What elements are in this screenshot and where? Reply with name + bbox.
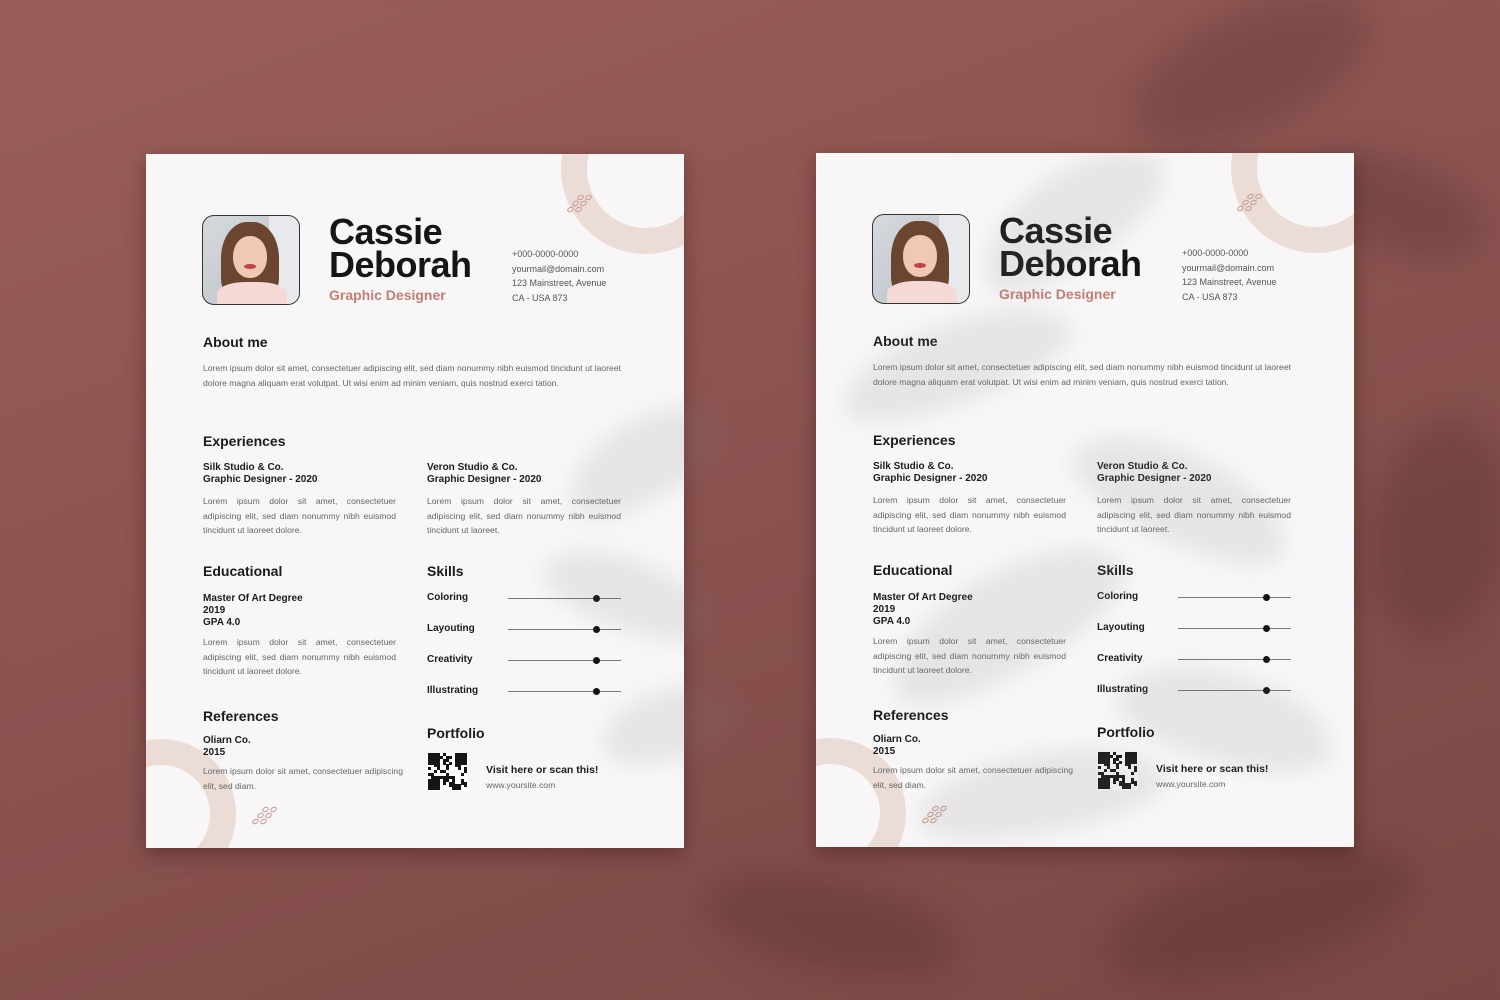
skill-track bbox=[508, 660, 621, 661]
profile-photo bbox=[202, 215, 300, 305]
education-heading: Educational bbox=[203, 563, 283, 579]
skill-track bbox=[1178, 628, 1291, 629]
portfolio-cta: Visit here or scan this! bbox=[486, 764, 599, 776]
experience-company: Veron Studio & Co. bbox=[1097, 461, 1188, 472]
skill-track bbox=[1178, 597, 1291, 598]
first-name: Cassie bbox=[999, 210, 1113, 251]
skill-knob bbox=[1263, 656, 1270, 663]
experiences-heading: Experiences bbox=[203, 433, 286, 449]
phone-text: +000-0000-0000 bbox=[512, 249, 579, 259]
qr-cell bbox=[458, 767, 461, 770]
qr-cell bbox=[443, 782, 446, 785]
about-text: Lorem ipsum dolor sit amet, consectetuer adipiscing elit, sed diam nonummy nibh euismod tincidunt ut laoreet dolore magna aliquam erat volutpat. Ut wisi enim ad minim veniam, quis nostrud exerci tation. bbox=[873, 362, 1291, 387]
about-heading: About me bbox=[203, 334, 268, 350]
skill-knob bbox=[593, 626, 600, 633]
qr-cell bbox=[437, 787, 440, 790]
leaf-shadow bbox=[1091, 820, 1429, 1000]
skills-heading: Skills bbox=[427, 563, 464, 579]
portfolio-heading: Portfolio bbox=[1097, 724, 1155, 740]
references-heading: References bbox=[203, 708, 279, 724]
experience-company: Veron Studio & Co. bbox=[427, 462, 518, 473]
qr-cell bbox=[464, 784, 467, 787]
skill-knob bbox=[1263, 625, 1270, 632]
skill-row bbox=[1097, 591, 1291, 605]
contact-block bbox=[1182, 246, 1276, 304]
skill-track bbox=[508, 629, 621, 630]
qr-cell bbox=[458, 787, 461, 790]
skill-knob bbox=[593, 688, 600, 695]
skill-label: Illustrating bbox=[427, 685, 479, 696]
skill-row bbox=[427, 623, 621, 637]
address-line-2: CA - USA 873 bbox=[1182, 291, 1238, 302]
education-degree: Master Of Art Degree bbox=[873, 592, 973, 603]
education-gpa: GPA 4.0 bbox=[203, 617, 241, 628]
decor-dots bbox=[1237, 194, 1265, 218]
skill-knob bbox=[593, 657, 600, 664]
experience-text: Lorem ipsum dolor sit amet, consectetuer adipiscing elit, sed diam nonummy nibh euismod tincidunt ut laoreet. bbox=[427, 496, 621, 535]
skill-label: Coloring bbox=[427, 592, 469, 603]
reference-text: Lorem ipsum dolor sit amet, consectetuer adipiscing elit, sed diam. bbox=[203, 766, 403, 791]
qr-cell bbox=[449, 762, 452, 765]
resume-name bbox=[329, 211, 472, 285]
experience-title: Graphic Designer - 2020 bbox=[873, 473, 988, 484]
about-heading: About me bbox=[873, 333, 938, 349]
education-heading: Educational bbox=[873, 562, 953, 578]
education-year: 2019 bbox=[203, 605, 226, 616]
skill-row bbox=[1097, 653, 1291, 667]
reference-year: 2015 bbox=[873, 746, 896, 757]
skill-label: Coloring bbox=[1097, 591, 1139, 602]
education-gpa: GPA 4.0 bbox=[873, 616, 911, 627]
skill-label: Illustrating bbox=[1097, 684, 1149, 695]
skill-track bbox=[1178, 659, 1291, 660]
leaf-shadow bbox=[911, 732, 1171, 847]
education-degree: Master Of Art Degree bbox=[203, 593, 303, 604]
email-text: yourmail@domain.com bbox=[512, 263, 605, 274]
role-title: Graphic Designer bbox=[999, 286, 1116, 302]
address-line-1: 123 Mainstreet, Avenue bbox=[512, 278, 607, 288]
skill-label: Layouting bbox=[1097, 622, 1145, 633]
reference-text: Lorem ipsum dolor sit amet, consectetuer adipiscing elit, sed diam. bbox=[873, 765, 1073, 790]
references-heading: References bbox=[873, 707, 949, 723]
reference-org: Oliarn Co. bbox=[873, 734, 921, 745]
education-text: Lorem ipsum dolor sit amet, consectetuer adipiscing elit, sed diam nonummy nibh euismod tincidunt ut laoreet dolore. bbox=[203, 637, 396, 676]
leaf-shadow bbox=[830, 284, 1083, 441]
qr-cell bbox=[449, 756, 452, 759]
qr-code[interactable] bbox=[427, 753, 468, 791]
role-title: Graphic Designer bbox=[329, 287, 446, 303]
qr-cell bbox=[428, 767, 431, 770]
qr-cell bbox=[434, 770, 437, 773]
experience-title: Graphic Designer - 2020 bbox=[203, 474, 318, 485]
last-name: Deborah bbox=[999, 243, 1142, 284]
skill-row bbox=[1097, 622, 1291, 636]
experience-text: Lorem ipsum dolor sit amet, consectetuer adipiscing elit, sed diam nonummy nibh euismod tincidunt ut laoreet dolore. bbox=[203, 496, 396, 535]
address-line-1: 123 Mainstreet, Avenue bbox=[1182, 277, 1277, 287]
reference-year: 2015 bbox=[203, 747, 226, 758]
last-name: Deborah bbox=[329, 244, 472, 285]
leaf-shadow bbox=[1352, 410, 1500, 651]
skill-label: Layouting bbox=[427, 623, 475, 634]
reference-org: Oliarn Co. bbox=[203, 735, 251, 746]
resume-sheet-right bbox=[816, 153, 1354, 847]
experience-title: Graphic Designer - 2020 bbox=[427, 474, 542, 485]
experience-title: Graphic Designer - 2020 bbox=[1097, 473, 1212, 484]
email-text: yourmail@domain.com bbox=[1182, 262, 1275, 273]
phone-text: +000-0000-0000 bbox=[1182, 248, 1249, 258]
portfolio-heading: Portfolio bbox=[427, 725, 485, 741]
skill-knob bbox=[1263, 594, 1270, 601]
address-line-2: CA - USA 873 bbox=[512, 292, 568, 303]
experiences-heading: Experiences bbox=[873, 432, 956, 448]
portfolio-cta: Visit here or scan this! bbox=[1156, 763, 1269, 775]
education-text: Lorem ipsum dolor sit amet, consectetuer adipiscing elit, sed diam nonummy nibh euismod tincidunt ut laoreet dolore. bbox=[873, 636, 1066, 675]
leaf-shadow bbox=[693, 854, 966, 996]
experience-text: Lorem ipsum dolor sit amet, consectetuer adipiscing elit, sed diam nonummy nibh euismod tincidunt ut laoreet dolore. bbox=[873, 495, 1066, 534]
qr-cell bbox=[461, 773, 464, 776]
skill-track bbox=[508, 691, 621, 692]
portfolio-url[interactable]: www.yoursite.com bbox=[1156, 779, 1226, 789]
skill-label: Creativity bbox=[1097, 653, 1143, 664]
first-name: Cassie bbox=[329, 211, 443, 252]
decor-dots bbox=[567, 195, 595, 219]
profile-photo bbox=[872, 214, 970, 304]
skill-label: Creativity bbox=[427, 654, 473, 665]
qr-cell bbox=[446, 767, 449, 770]
qr-cell bbox=[464, 762, 467, 765]
about-text: Lorem ipsum dolor sit amet, consectetuer adipiscing elit, sed diam nonummy nibh euismod tincidunt ut laoreet dolore magna aliquam erat volutpat. Ut wisi enim ad minim veniam, quis nostrud exerci tation. bbox=[203, 363, 621, 388]
contact-block bbox=[512, 247, 606, 305]
experience-company: Silk Studio & Co. bbox=[203, 462, 284, 473]
education-year: 2019 bbox=[873, 604, 896, 615]
portfolio-url[interactable]: www.yoursite.com bbox=[486, 780, 556, 790]
skills-heading: Skills bbox=[1097, 562, 1134, 578]
qr-cell bbox=[464, 770, 467, 773]
experience-company: Silk Studio & Co. bbox=[873, 461, 954, 472]
decor-dots bbox=[252, 807, 280, 831]
experience-text: Lorem ipsum dolor sit amet, consectetuer adipiscing elit, sed diam nonummy nibh euismod tincidunt ut laoreet. bbox=[1097, 495, 1291, 534]
skill-row bbox=[427, 685, 621, 699]
skill-row bbox=[427, 654, 621, 668]
